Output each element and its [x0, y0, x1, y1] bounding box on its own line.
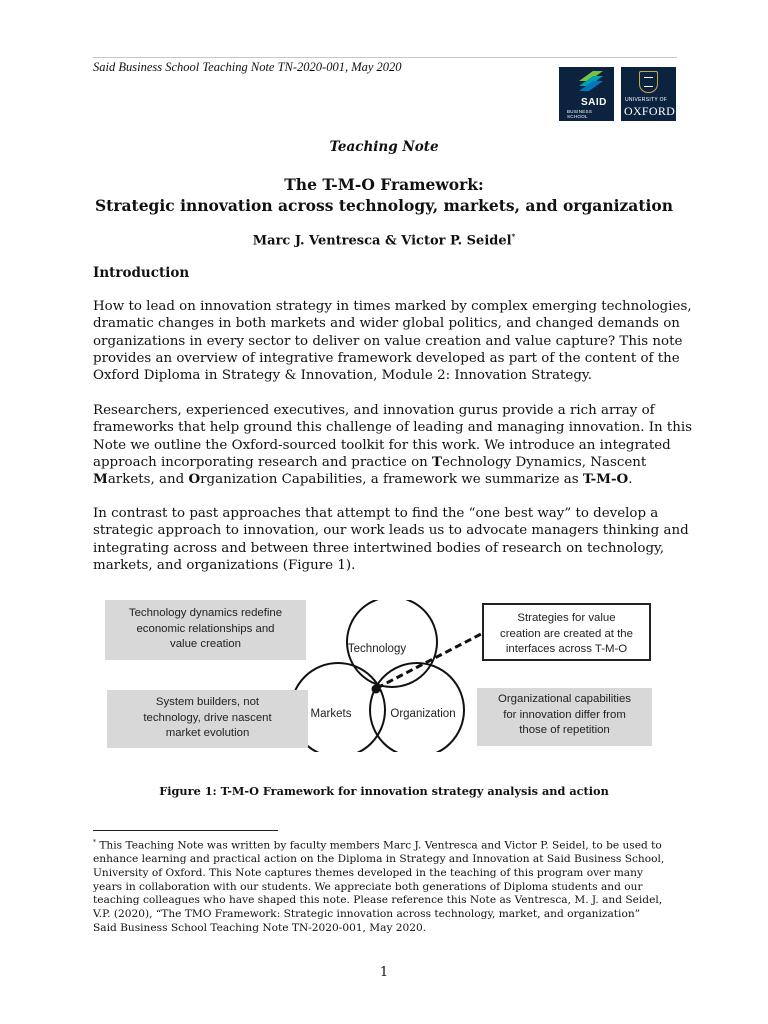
- box-line: Strategies for value: [517, 612, 616, 624]
- footnote-line: enhance learning and practical action on the Diploma in Strategy and Innovation at Said Business School,: [93, 853, 665, 866]
- paragraph-line: Researchers, experienced executives, and innovation gurus provide a rich array of: [93, 403, 655, 418]
- organization-label: Organization: [390, 708, 456, 720]
- paragraph-line: In contrast to past approaches that attempt to find the “one best way” to develop a: [93, 506, 659, 521]
- tmo-framework-diagram: [105, 600, 659, 752]
- emphasis-m: M: [93, 471, 108, 488]
- footnote-line: teaching colleagues who have shaped this note. Please reference this Note as Ventresca, M. J. and Seidel,: [93, 894, 663, 907]
- authors: [0, 232, 768, 248]
- oxford-logo-small: UNIVERSITY OF: [625, 97, 668, 103]
- system-builders-box: [107, 690, 308, 748]
- markets-label: Markets: [310, 708, 352, 720]
- paragraph-1: [93, 298, 692, 384]
- paragraph-line: How to lead on innovation strategy in times marked by complex emerging technologies,: [93, 299, 692, 314]
- box-line: System builders, not: [155, 696, 260, 708]
- paragraph-line: frameworks that help ground this challenge of leading and managing innovation. In this: [93, 420, 693, 436]
- box-line: Technology dynamics redefine: [128, 607, 283, 619]
- box-line: creation are created at the: [500, 627, 633, 640]
- university-of-oxford-logo: [621, 67, 676, 121]
- text-run: This Teaching Note was written by faculty members Marc J. Ventresca and Victor P. Seidel, to be used to: [96, 839, 662, 852]
- section-heading: Introduction: [93, 265, 190, 281]
- technology-label: Technology: [347, 643, 407, 655]
- paragraph-line: strategic approach to innovation, our work leads us to advocate managers thinking and: [93, 523, 689, 539]
- dashed-connector: [377, 633, 483, 688]
- figure-caption: Figure 1: T-M-O Framework for innovation strategy analysis and action: [159, 784, 609, 798]
- box-line: market evolution: [165, 727, 250, 739]
- document-title: [0, 174, 768, 216]
- document-label: Teaching Note: [329, 139, 439, 155]
- footnote-line: University of Oxford. This Note captures themes developed in the teaching of this program over many: [93, 866, 643, 879]
- box-line: Organizational capabilities: [498, 693, 631, 705]
- title-line-1: The T-M-O Framework:: [284, 175, 484, 194]
- organizational-capabilities-box: [477, 688, 652, 746]
- paragraph-3: [93, 505, 689, 574]
- box-line: for innovation differ from: [503, 708, 626, 721]
- box-line: value creation: [170, 638, 241, 650]
- emphasis-o: O: [188, 471, 201, 488]
- box-line: economic relationships and: [136, 622, 275, 635]
- paragraph-line: dramatic changes in both markets and wider global politics, and changed demands on: [93, 316, 680, 332]
- box-line: interfaces across T-M-O: [505, 643, 628, 655]
- footnote: [93, 836, 683, 935]
- said-logo-subtitle: BUSINESS SCHOOL: [567, 109, 593, 119]
- box-line: those of repetition: [519, 724, 610, 736]
- oxford-crest-icon: [639, 71, 658, 93]
- text-run: rganization Capabilities, a framework we summarize as: [200, 472, 583, 488]
- said-logo-stripes-icon: [559, 67, 614, 97]
- paragraph-line: organizations in every sector to deliver on value creation and value capture? This note: [93, 333, 683, 349]
- emphasis-t: T: [432, 453, 442, 470]
- footnote-marker: *: [511, 232, 516, 241]
- paragraph-line: Note we outline the Oxford-sourced toolkit for this work. We introduce an integrated: [93, 437, 671, 453]
- page-number: 1: [379, 965, 389, 980]
- paragraph-line: markets, and organizations (Figure 1).: [93, 557, 356, 573]
- running-head: Said Business School Teaching Note TN-2020-001, May 2020: [93, 60, 402, 74]
- strategies-box: [482, 603, 651, 661]
- footnote-line: [93, 836, 683, 853]
- text-run: echnology Dynamics, Nascent: [442, 454, 647, 470]
- paragraph-line: provides an overview of integrative framework developed as part of the content of the: [93, 350, 680, 366]
- title-line-2: Strategic innovation across technology, markets, and organization: [94, 196, 674, 215]
- said-business-school-logo: [559, 67, 614, 121]
- paragraph-line: Oxford Diploma in Strategy & Innovation, Module 2: Innovation Strategy.: [93, 368, 592, 384]
- paragraph-line: integrating across and between three intertwined bodies of research on technology,: [93, 540, 665, 556]
- emphasis-tmo: T-M-O: [582, 471, 629, 488]
- box-line: technology, drive nascent: [143, 711, 272, 724]
- said-logo-name: SAID: [581, 97, 607, 108]
- footnote-line: years in collaboration with our students. We appreciate both generations of Diploma students and our: [93, 880, 643, 893]
- interface-point: [372, 685, 381, 694]
- paragraph-line: [93, 471, 678, 488]
- paragraph-2: [93, 402, 693, 488]
- authors-names: Marc J. Ventresca & Victor P. Seidel: [252, 233, 512, 249]
- technology-dynamics-box: [105, 600, 306, 660]
- footnote-rule: [93, 830, 278, 831]
- header-rule: [93, 57, 677, 58]
- paragraph-line: [93, 454, 678, 471]
- footnote-line: V.P. (2020), “The TMO Framework: Strategic innovation across technology, market, and organization”: [93, 908, 641, 921]
- text-run: approach incorporating research and practice on: [93, 454, 433, 470]
- text-run: arkets, and: [107, 472, 189, 488]
- text-run: .: [628, 472, 633, 488]
- footnote-line: Said Business School Teaching Note TN-2020-001, May 2020.: [93, 921, 427, 934]
- oxford-logo-name: OXFORD: [624, 104, 676, 118]
- footnote-mark: *: [93, 839, 96, 846]
